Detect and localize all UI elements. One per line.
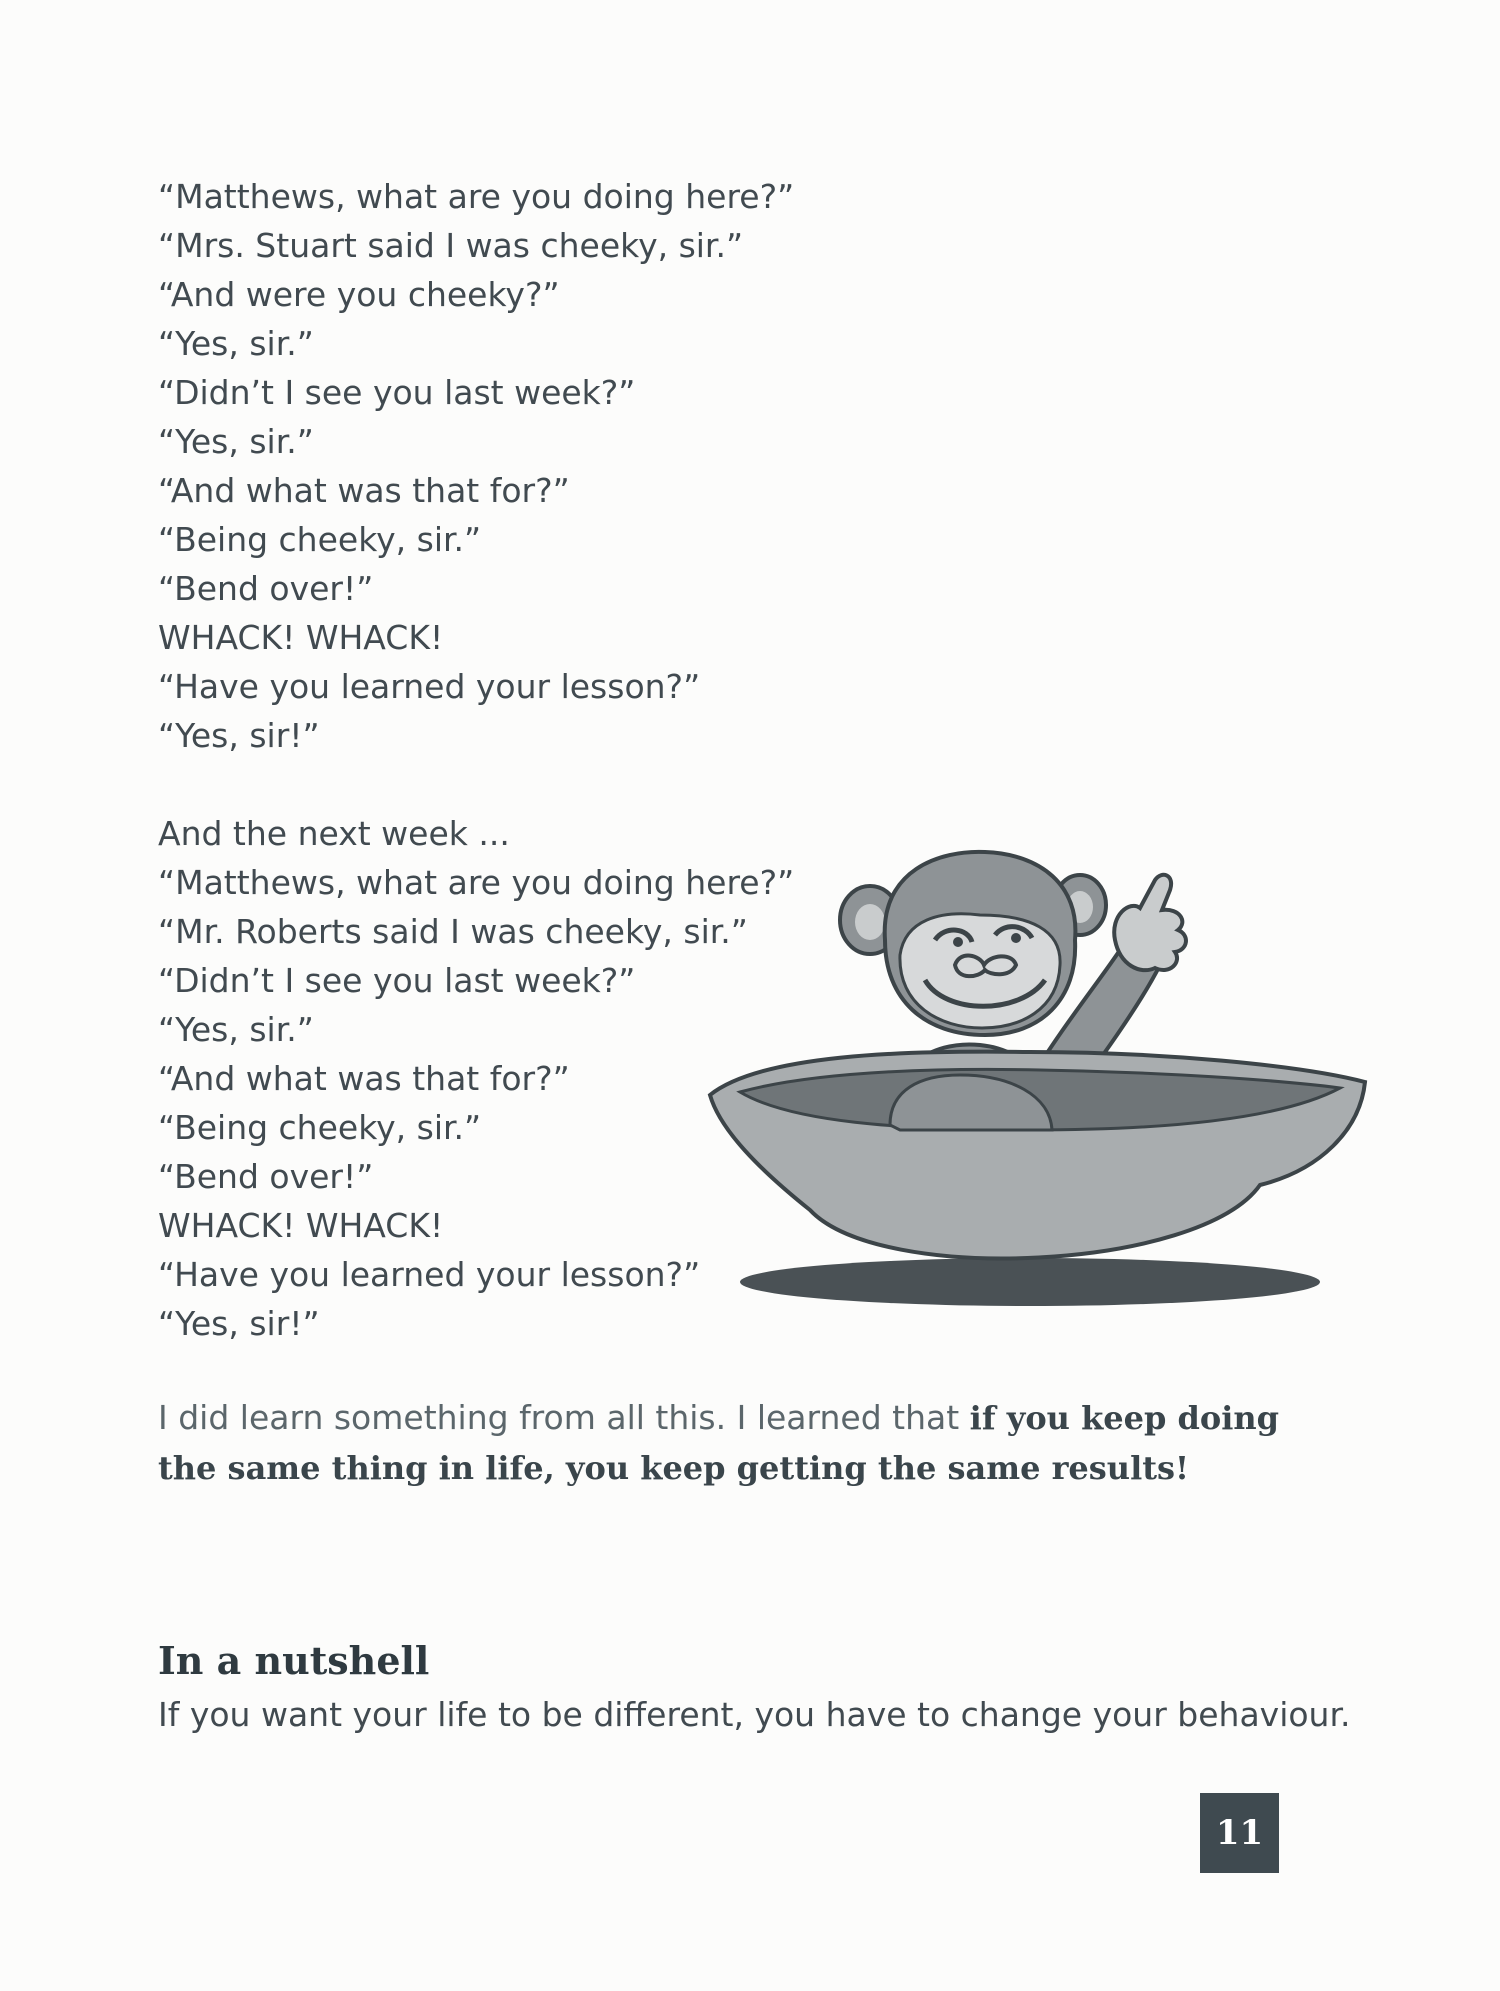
dialogue-line: “Didn’t I see you last week?” [158,373,636,412]
dialogue-line: “And what was that for?” [158,471,570,510]
dialogue-line: “Didn’t I see you last week?” [158,961,636,1000]
dialogue-line: “Being cheeky, sir.” [158,520,482,559]
dialogue-line: “Being cheeky, sir.” [158,1108,482,1147]
dialogue-line: “Have you learned your lesson?” [158,1255,701,1294]
paragraph-gap [158,760,938,809]
dialogue-line: “And were you cheeky?” [158,275,560,314]
dialogue-line: “Matthews, what are you doing here?” [158,177,795,216]
dialogue-line: “Mr. Roberts said I was cheeky, sir.” [158,912,748,951]
section-heading: In a nutshell [158,1638,430,1683]
dialogue-line: And the next week ... [158,814,510,853]
dialogue-line: “Yes, sir.” [158,1010,314,1049]
dialogue-line: “Yes, sir.” [158,422,314,461]
page-number-badge: 11 [1200,1793,1279,1873]
dialogue-line: “Matthews, what are you doing here?” [158,863,795,902]
dialogue-line: “Bend over!” [158,569,374,608]
dialogue-line: “Yes, sir!” [158,716,320,755]
lesson-paragraph [158,1393,1308,1493]
summary-text: If you want your life to be different, you have to change your behaviour. [158,1695,1351,1734]
dialogue-line: “Have you learned your lesson?” [158,667,701,706]
dialogue-line: “Bend over!” [158,1157,374,1196]
monkey-in-nutshell-icon [700,830,1380,1320]
dialogue-line: WHACK! WHACK! [158,1206,444,1245]
dialogue-line: “Mrs. Stuart said I was cheeky, sir.” [158,226,744,265]
dialogue-line: “And what was that for?” [158,1059,570,1098]
lesson-emphasis: if you keep doing the same thing in life, you keep getting the same results! [158,1399,1279,1487]
dialogue-line: “Yes, sir.” [158,324,314,363]
dialogue-line: “Yes, sir!” [158,1304,320,1343]
dialogue-line: WHACK! WHACK! [158,618,444,657]
lesson-intro: I did learn something from all this. I learned that [158,1398,970,1437]
